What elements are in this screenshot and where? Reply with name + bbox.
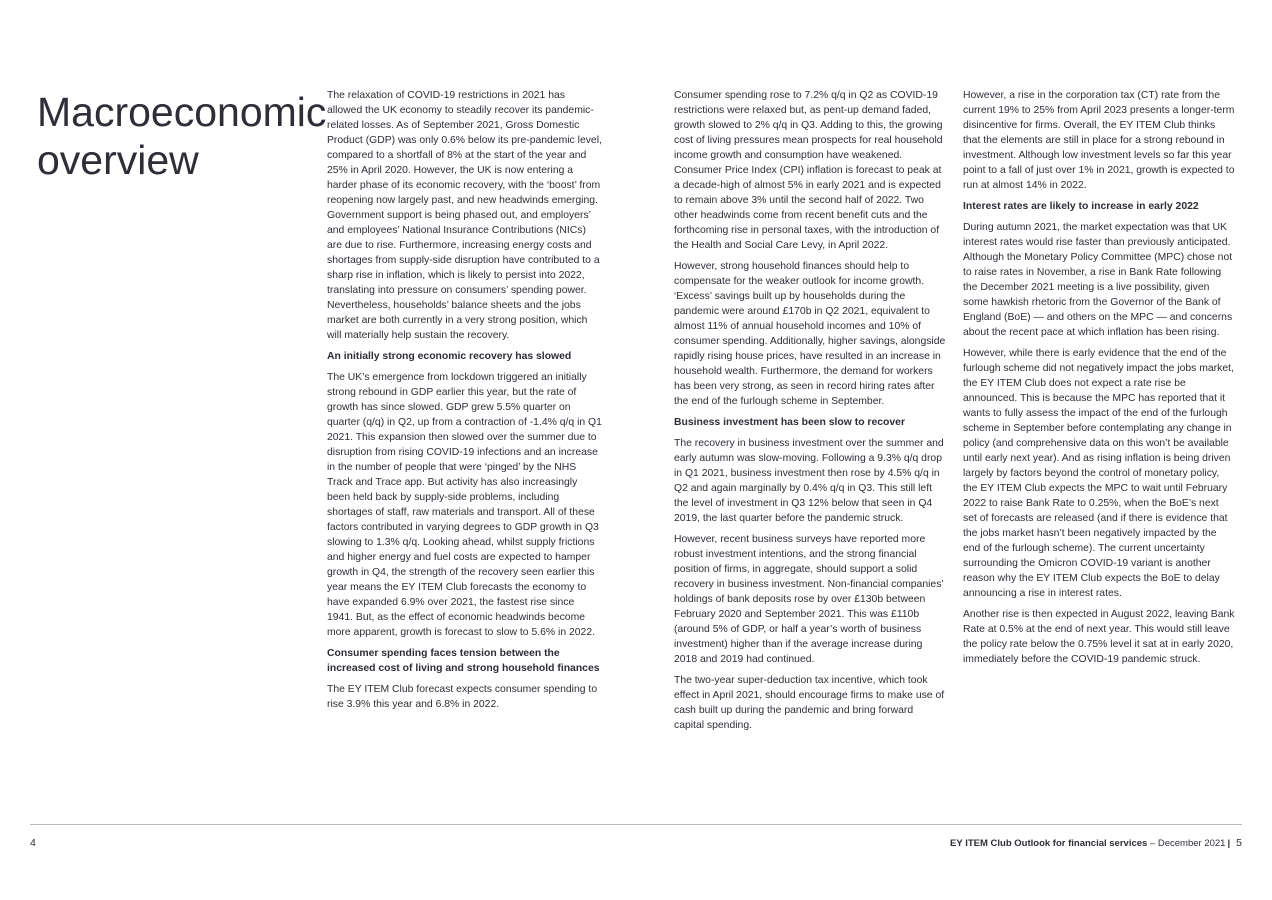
paragraph: During autumn 2021, the market expectation was that UK interest rates would rise faster than previously anticipated. Although the Monetary Policy Committee (MPC) chose not to raise rates in November, a rise in Bank Rate following the December 2021 meeting is a live possibility, given some hawkish rhetoric from the Governor of the Bank of England (BoE) — and others on the MPC — and concerns about the recent pace at which inflation has been rising. [963, 222, 1233, 338]
paragraph: However, strong household finances should help to compensate for the weaker outlook for income growth. ‘Excess’ savings built up by households during the pandemic were around £170b in Q2 2021, equivalent to almost 11% of annual household incomes and 10% of consumer spending. Additionally, higher savings, alongside rapidly rising house prices, have resulted in an increase in household wealth. Furthermore, the demand for workers has been very strong, as seen in record hiring rates after the end of the furlough scheme in September. [674, 261, 946, 407]
paragraph: The two-year super-deduction tax incentive, which took effect in April 2021, should encourage firms to make use of cash built up during the pandemic and bring forward capital spending. [674, 675, 945, 731]
footer-credit [950, 837, 1242, 849]
page-number-right: 5 [1236, 837, 1242, 849]
page-number-left: 4 [30, 837, 36, 849]
section-heading: Consumer spending faces tension between the increased cost of living and strong household finances [327, 648, 600, 674]
footer-divider [30, 824, 1242, 825]
paragraph: The UK’s emergence from lockdown triggered an initially strong rebound in GDP earlier this year, but the rate of growth has since slowed. GDP grew 5.5% quarter on quarter (q/q) in Q2, up from a contraction of -1.4% q/q in Q1 2021. This expansion then slowed over the summer due to disruption from rising COVID-19 infections and an increase in the number of people that were ‘pinged’ by the NHS Track and Trace app. But activity has also increasingly been held back by supply-side problems, including shortages of staff, raw materials and transport. All of these factors contributed in varying degrees to GDP growth in Q3 slowing to 1.3% q/q. Looking ahead, whilst supply frictions and higher energy and fuel costs are expected to hamper growth in Q4, the strength of the recovery seen earlier this year means the EY ITEM Club forecasts the economy to have expanded 6.9% over 2021, the fastest rise since 1941. But, as the effect of economic headwinds become more apparent, growth is forecast to slow to 5.6% in 2022. [327, 372, 602, 638]
paragraph: The EY ITEM Club forecast expects consumer spending to rise 3.9% this year and 6.8% in 2022. [327, 684, 598, 710]
paragraph: However, while there is early evidence that the end of the furlough scheme did not negatively impact the jobs market, the EY ITEM Club does not expect a rate rise be announced. This is because the MPC has reported that it wants to fully assess the impact of the end of the furlough scheme in September before contemplating any change in policy (and comprehensive data on this won’t be available until early next year). And as rising inflation is being driven largely by factors beyond the control of monetary policy, the EY ITEM Club expects the MPC to wait until February 2022 to raise Bank Rate to 0.25%, when the BoE’s next set of forecasts are released (and if there is evidence that the jobs market hasn’t been negatively impacted by the end of the furlough scheme). The current uncertainty surrounding the Omicron COVID-19 variant is another reason why the EY ITEM Club expects the BoE to delay announcing a rise in interest rates. [963, 348, 1234, 599]
paragraph: The recovery in business investment over the summer and early autumn was slow-moving. Following a 9.3% q/q drop in Q1 2021, business investment then rose by 4.5% q/q in Q2 and again marginally by 0.4% q/q in Q3. This still left the level of investment in Q3 12% below that seen in Q4 2019, the last quarter before the pandemic struck. [674, 438, 944, 524]
paragraph: The relaxation of COVID-19 restrictions in 2021 has allowed the UK economy to steadily recover its pandemic-related losses. As of September 2021, Gross Domestic Product (GDP) was only 0.6% below its pre-pandemic level, compared to a shortfall of 8% at the start of the year and 25% in April 2020. However, the UK is now entering a harder phase of its economic recovery, with the ‘boost’ from reopening now largely past, and new headwinds emerging. Government support is being phased out, and employers’ and employees’ National Insurance Contributions (NICs) are due to rise. Furthermore, increasing energy costs and shortages from supply-side disruption have contributed to a sharp rise in inflation, which is likely to persist into 2022, translating into pressure on consumers’ spending power. Nevertheless, households’ balance sheets and the jobs market are both currently in a very strong position, which will materially help sustain the recovery. [327, 90, 602, 341]
paragraph: Consumer spending rose to 7.2% q/q in Q2 as COVID-19 restrictions were relaxed but, as pent-up demand faded, growth slowed to 2% q/q in Q3. Adding to this, the growing cost of living pressures mean prospects for real household income growth and consumption have weakened. Consumer Price Index (CPI) inflation is forecast to peak at a decade-high of almost 5% in early 2021 and is expected to remain above 3% until the second half of 2022. Two other headwinds come from recent benefit cuts and the forthcoming rise in personal taxes, with the introduction of the Health and Social Care Levy, in April 2022. [674, 90, 943, 251]
paragraph: Another rise is then expected in August 2022, leaving Bank Rate at 0.5% at the end of next year. This would still leave the policy rate below the 0.75% level it sat at in early 2020, immediately before the COVID-19 pandemic struck. [963, 609, 1235, 665]
section-heading: An initially strong economic recovery has slowed [327, 351, 572, 362]
section-heading: Interest rates are likely to increase in early 2022 [963, 201, 1199, 212]
paragraph: However, recent business surveys have reported more robust investment intentions, and the strong financial position of firms, in aggregate, should support a solid recovery in business investment. Non-financial companies’ holdings of bank deposits rose by over £130b between February 2020 and September 2021. This was £110b (around 5% of GDP, or half a year’s worth of business investment) higher than if the average increase during 2018 and 2019 had continued. [674, 534, 944, 665]
footer-separator: – [1147, 838, 1158, 849]
section-heading: Business investment has been slow to recover [674, 417, 905, 428]
column-3 [963, 88, 1235, 673]
page-title: Macroeconomic overview [37, 89, 327, 183]
column-2 [674, 88, 946, 739]
footer-bar: | [1227, 838, 1231, 849]
publication-title: EY ITEM Club Outlook for financial services [950, 838, 1148, 849]
paragraph: However, a rise in the corporation tax (CT) rate from the current 19% to 25% from April 2023 presents a longer-term disincentive for firms. Overall, the EY ITEM Club thinks that the elements are still in place for a strong rebound in investment. Although low investment levels so far this year point to a fall of just over 1% in 2021, growth is expected to run at almost 14% in 2022. [963, 90, 1235, 191]
column-1 [327, 88, 602, 718]
publication-date: December 2021 [1157, 838, 1226, 849]
